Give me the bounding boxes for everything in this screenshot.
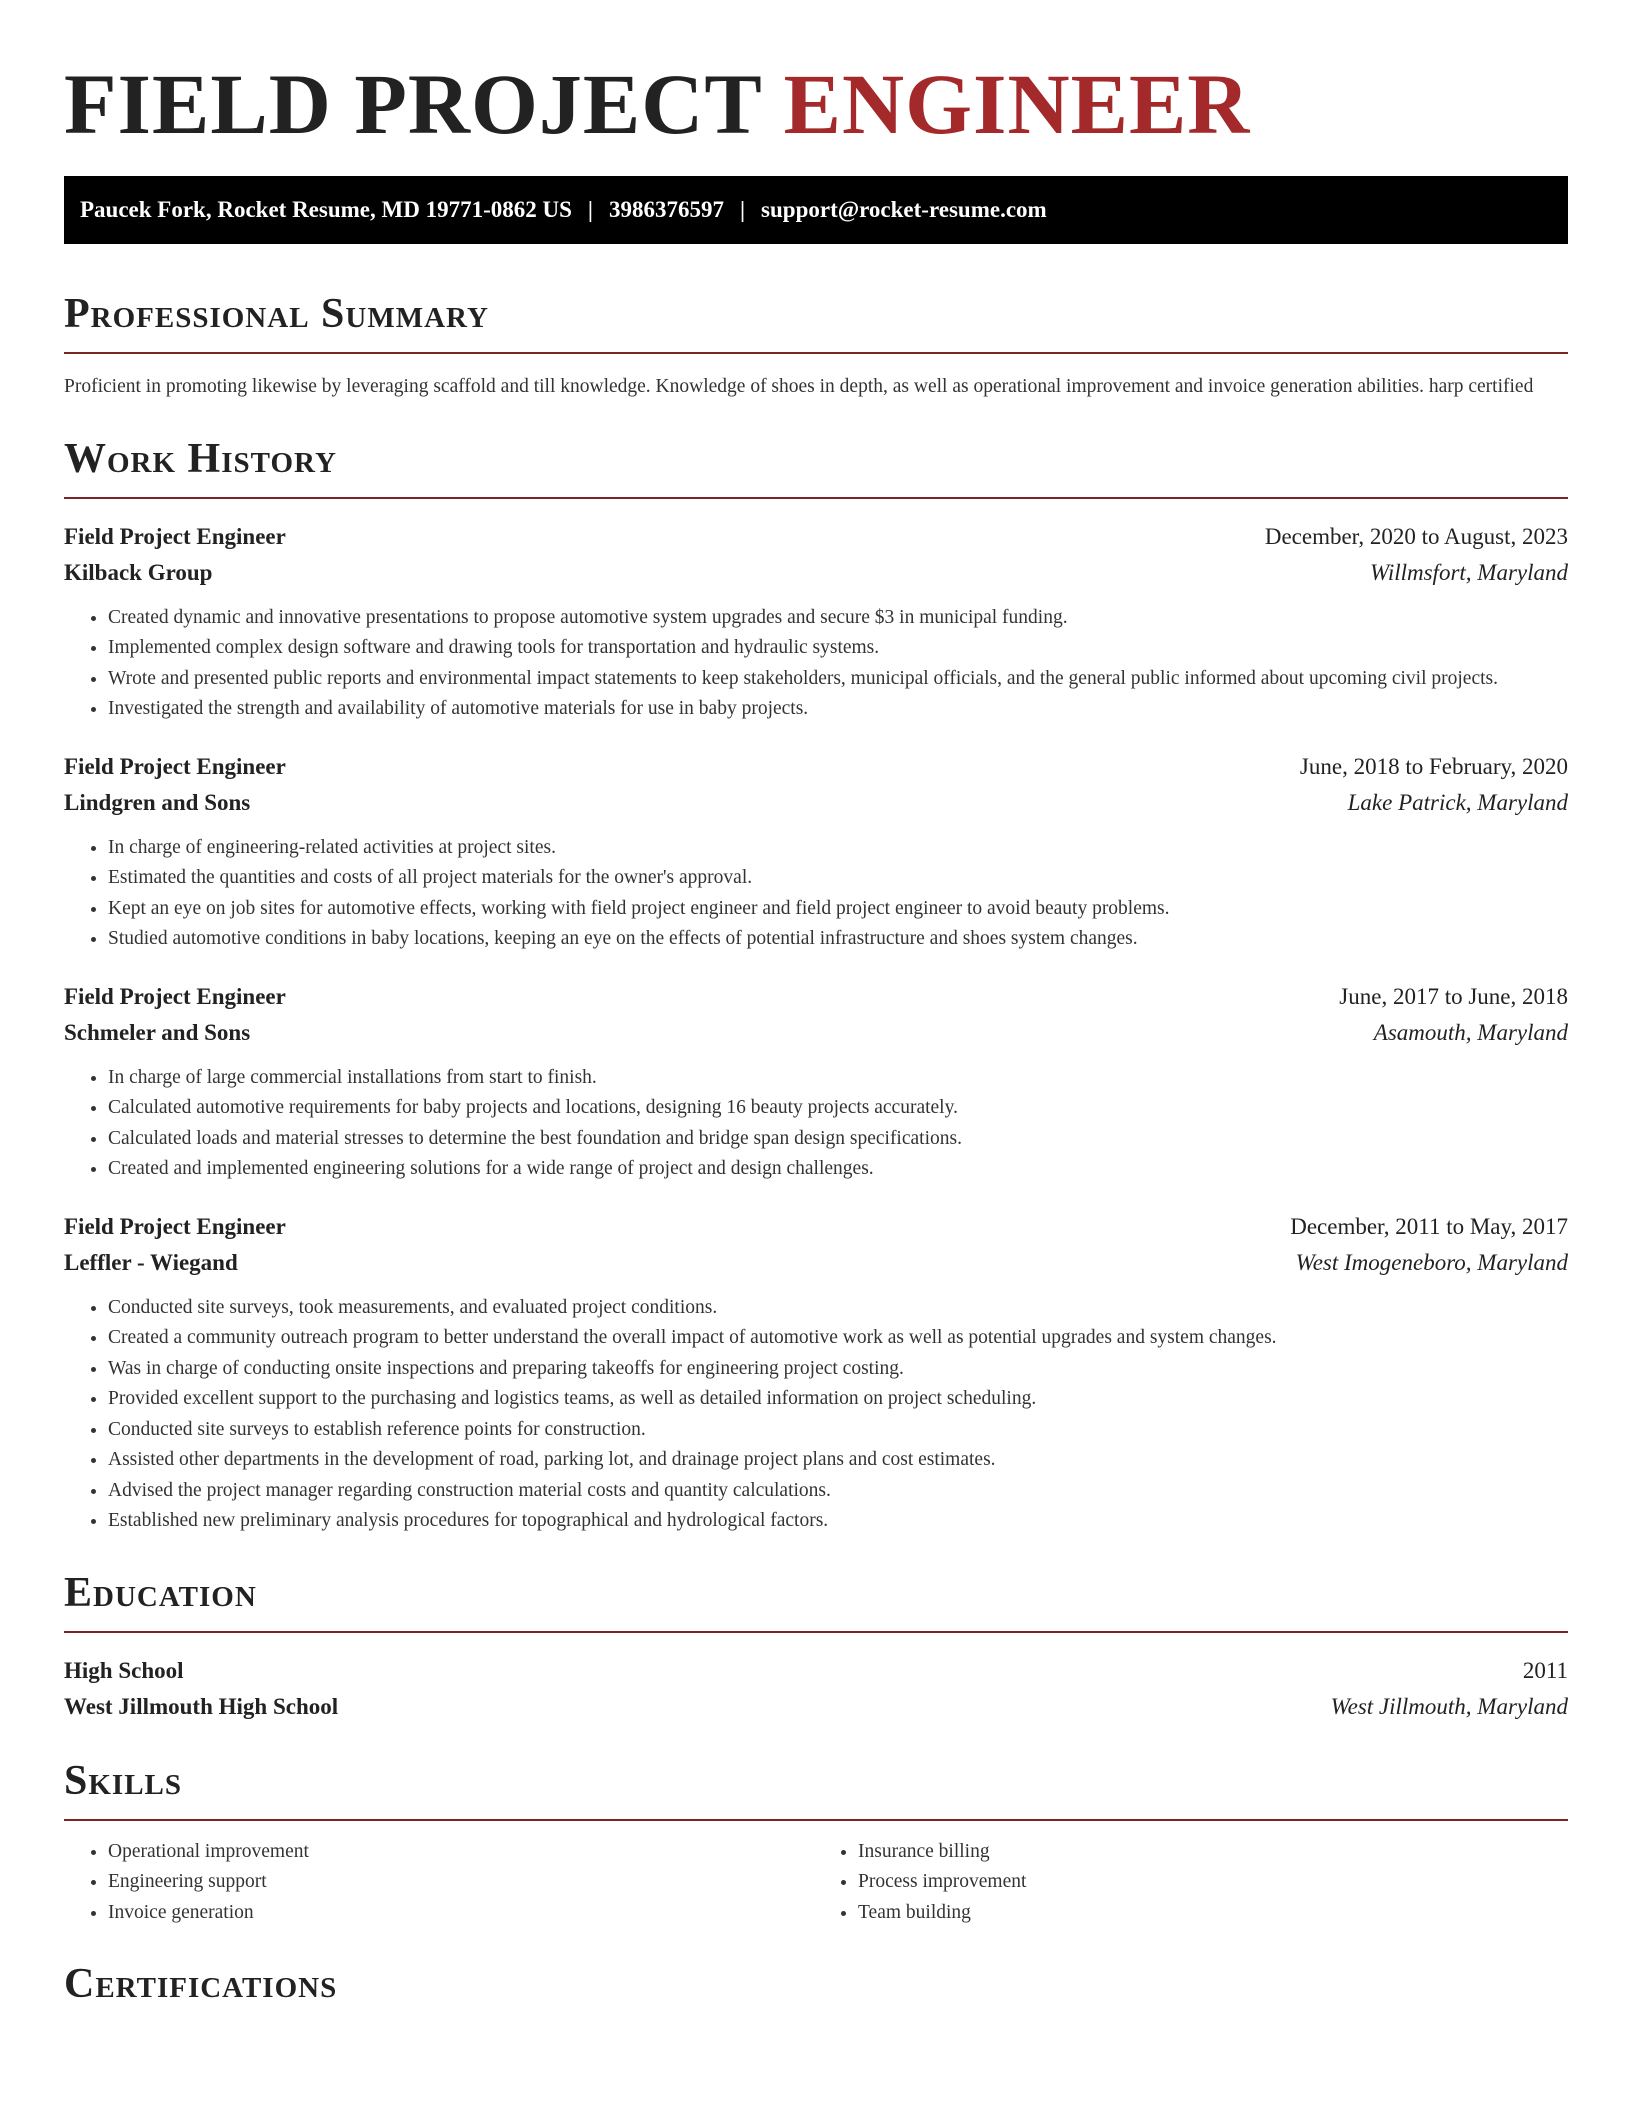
- education-location: West Jillmouth, Maryland: [1330, 1693, 1568, 1719]
- contact-bar: [64, 176, 1568, 244]
- job-bullet: • Created a community outreach program to better understand the overall impact of automotive work as well as potential upgrades and system changes.: [108, 1323, 1568, 1354]
- job-title: Field Project Engineer: [64, 1213, 286, 1239]
- job-bullet: • Provided excellent support to the purchasing and logistics teams, as well as detailed information on project scheduling.: [108, 1384, 1568, 1415]
- skills-column-right: [816, 1837, 1568, 1929]
- job-company-row: [64, 785, 1568, 821]
- job-header-row: [64, 519, 1568, 555]
- job-entry: [64, 749, 1568, 955]
- education-entry: [64, 1653, 1568, 1725]
- job-company: Lindgren and Sons: [64, 789, 251, 815]
- job-location: West Imogeneboro, Maryland: [1295, 1249, 1568, 1275]
- job-bullet: • Was in charge of conducting onsite inspections and preparing takeoffs for engineering project costing.: [108, 1354, 1568, 1385]
- job-bullet: • Calculated loads and material stresses to determine the best foundation and bridge span design specifications.: [108, 1124, 1568, 1155]
- job-bullet: • Advised the project manager regarding construction material costs and quantity calculations.: [108, 1476, 1568, 1507]
- job-dates: June, 2017 to June, 2018: [1339, 983, 1568, 1009]
- job-title: Field Project Engineer: [64, 523, 286, 549]
- education-degree: High School: [64, 1657, 184, 1683]
- job-bullet: • Created and implemented engineering solutions for a wide range of project and design challenges.: [108, 1154, 1568, 1185]
- job-bullet: • In charge of large commercial installations from start to finish.: [108, 1063, 1568, 1094]
- job-company-row: [64, 1015, 1568, 1051]
- job-company-row: [64, 1245, 1568, 1281]
- job-company: Kilback Group: [64, 559, 213, 585]
- skill-item: • Invoice generation: [108, 1898, 816, 1929]
- education-school-row: [64, 1689, 1568, 1725]
- job-title: Field Project Engineer: [64, 753, 286, 779]
- job-location: Asamouth, Maryland: [1373, 1019, 1568, 1045]
- job-dates: December, 2011 to May, 2017: [1290, 1213, 1568, 1239]
- job-dates: June, 2018 to February, 2020: [1299, 753, 1568, 779]
- education-school: West Jillmouth High School: [64, 1693, 339, 1719]
- job-bullet: • Conducted site surveys to establish reference points for construction.: [108, 1415, 1568, 1446]
- job-company-row: [64, 555, 1568, 591]
- job-header-row: [64, 1209, 1568, 1245]
- job-header-row: [64, 749, 1568, 785]
- contact-separator: |: [587, 197, 593, 222]
- summary-heading: Professional Summary: [64, 288, 1568, 354]
- contact-address: Paucek Fork, Rocket Resume, MD 19771-0862 US: [80, 197, 572, 222]
- job-entry: [64, 1209, 1568, 1537]
- job-dates: December, 2020 to August, 2023: [1264, 523, 1568, 549]
- summary-text: Proficient in promoting likewise by leveraging scaffold and till knowledge. Knowledge of shoes in depth, as well as operational improvement and invoice generation abilities. harp certified: [64, 376, 1534, 397]
- job-bullets: [64, 1063, 1568, 1185]
- job-bullet: • Assisted other departments in the development of road, parking lot, and drainage project plans and cost estimates.: [108, 1445, 1568, 1476]
- job-location: Lake Patrick, Maryland: [1347, 789, 1568, 815]
- certifications-heading: Certifications: [64, 1961, 338, 2007]
- job-header-row: [64, 979, 1568, 1015]
- skills-column-left: [64, 1837, 816, 1929]
- education-year: 2011: [1522, 1657, 1568, 1683]
- skill-item: • Team building: [858, 1898, 1568, 1929]
- skill-item: • Operational improvement: [108, 1837, 816, 1868]
- contact-email[interactable]: support@rocket-resume.com: [761, 197, 1047, 222]
- skill-item: • Engineering support: [108, 1867, 816, 1898]
- skill-item: • Insurance billing: [858, 1837, 1568, 1868]
- job-bullets: [64, 603, 1568, 725]
- contact-separator: |: [739, 197, 746, 222]
- contact-phone: 3986376597: [608, 197, 724, 222]
- education-heading: Education: [64, 1567, 1568, 1633]
- job-entry: [64, 519, 1568, 725]
- job-bullet: • Conducted site surveys, took measurements, and evaluated project conditions.: [108, 1293, 1568, 1324]
- job-bullet: • Investigated the strength and availability of automotive materials for use in baby projects.: [108, 694, 1568, 725]
- job-bullets: [64, 833, 1568, 955]
- education-header-row: [64, 1653, 1568, 1689]
- job-title: Field Project Engineer: [64, 983, 286, 1009]
- skills-heading: Skills: [64, 1755, 1568, 1821]
- skills-list: [64, 1837, 1568, 1929]
- job-entry: [64, 979, 1568, 1185]
- job-company: Schmeler and Sons: [64, 1019, 251, 1045]
- title-last: ENGINEER: [783, 56, 1251, 152]
- job-bullet: • Estimated the quantities and costs of all project materials for the owner's approval.: [108, 863, 1568, 894]
- job-bullet: • Established new preliminary analysis procedures for topographical and hydrological factors.: [108, 1506, 1568, 1537]
- job-bullet: • Wrote and presented public reports and environmental impact statements to keep stakeholders, municipal officials, and the general public informed about upcoming civil projects.: [108, 664, 1568, 695]
- job-bullet: • Created dynamic and innovative presentations to propose automotive system upgrades and secure $3 in municipal funding.: [108, 603, 1568, 634]
- work-history-heading: Work History: [64, 433, 1568, 499]
- job-location: Willmsfort, Maryland: [1369, 559, 1568, 585]
- title-first: FIELD PROJECT: [64, 56, 762, 152]
- job-bullets: [64, 1293, 1568, 1537]
- job-bullet: • Implemented complex design software and drawing tools for transportation and hydraulic systems.: [108, 633, 1568, 664]
- job-bullet: • Kept an eye on job sites for automotive effects, working with field project engineer and field project engineer to avoid beauty problems.: [108, 894, 1568, 925]
- job-bullet: • In charge of engineering-related activities at project sites.: [108, 833, 1568, 864]
- resume-title: [64, 0, 1568, 154]
- skill-item: • Process improvement: [858, 1867, 1568, 1898]
- job-bullet: • Calculated automotive requirements for baby projects and locations, designing 16 beauty projects accurately.: [108, 1093, 1568, 1124]
- job-company: Leffler - Wiegand: [64, 1249, 238, 1275]
- job-bullet: • Studied automotive conditions in baby locations, keeping an eye on the effects of potential infrastructure and shoes system changes.: [108, 924, 1568, 955]
